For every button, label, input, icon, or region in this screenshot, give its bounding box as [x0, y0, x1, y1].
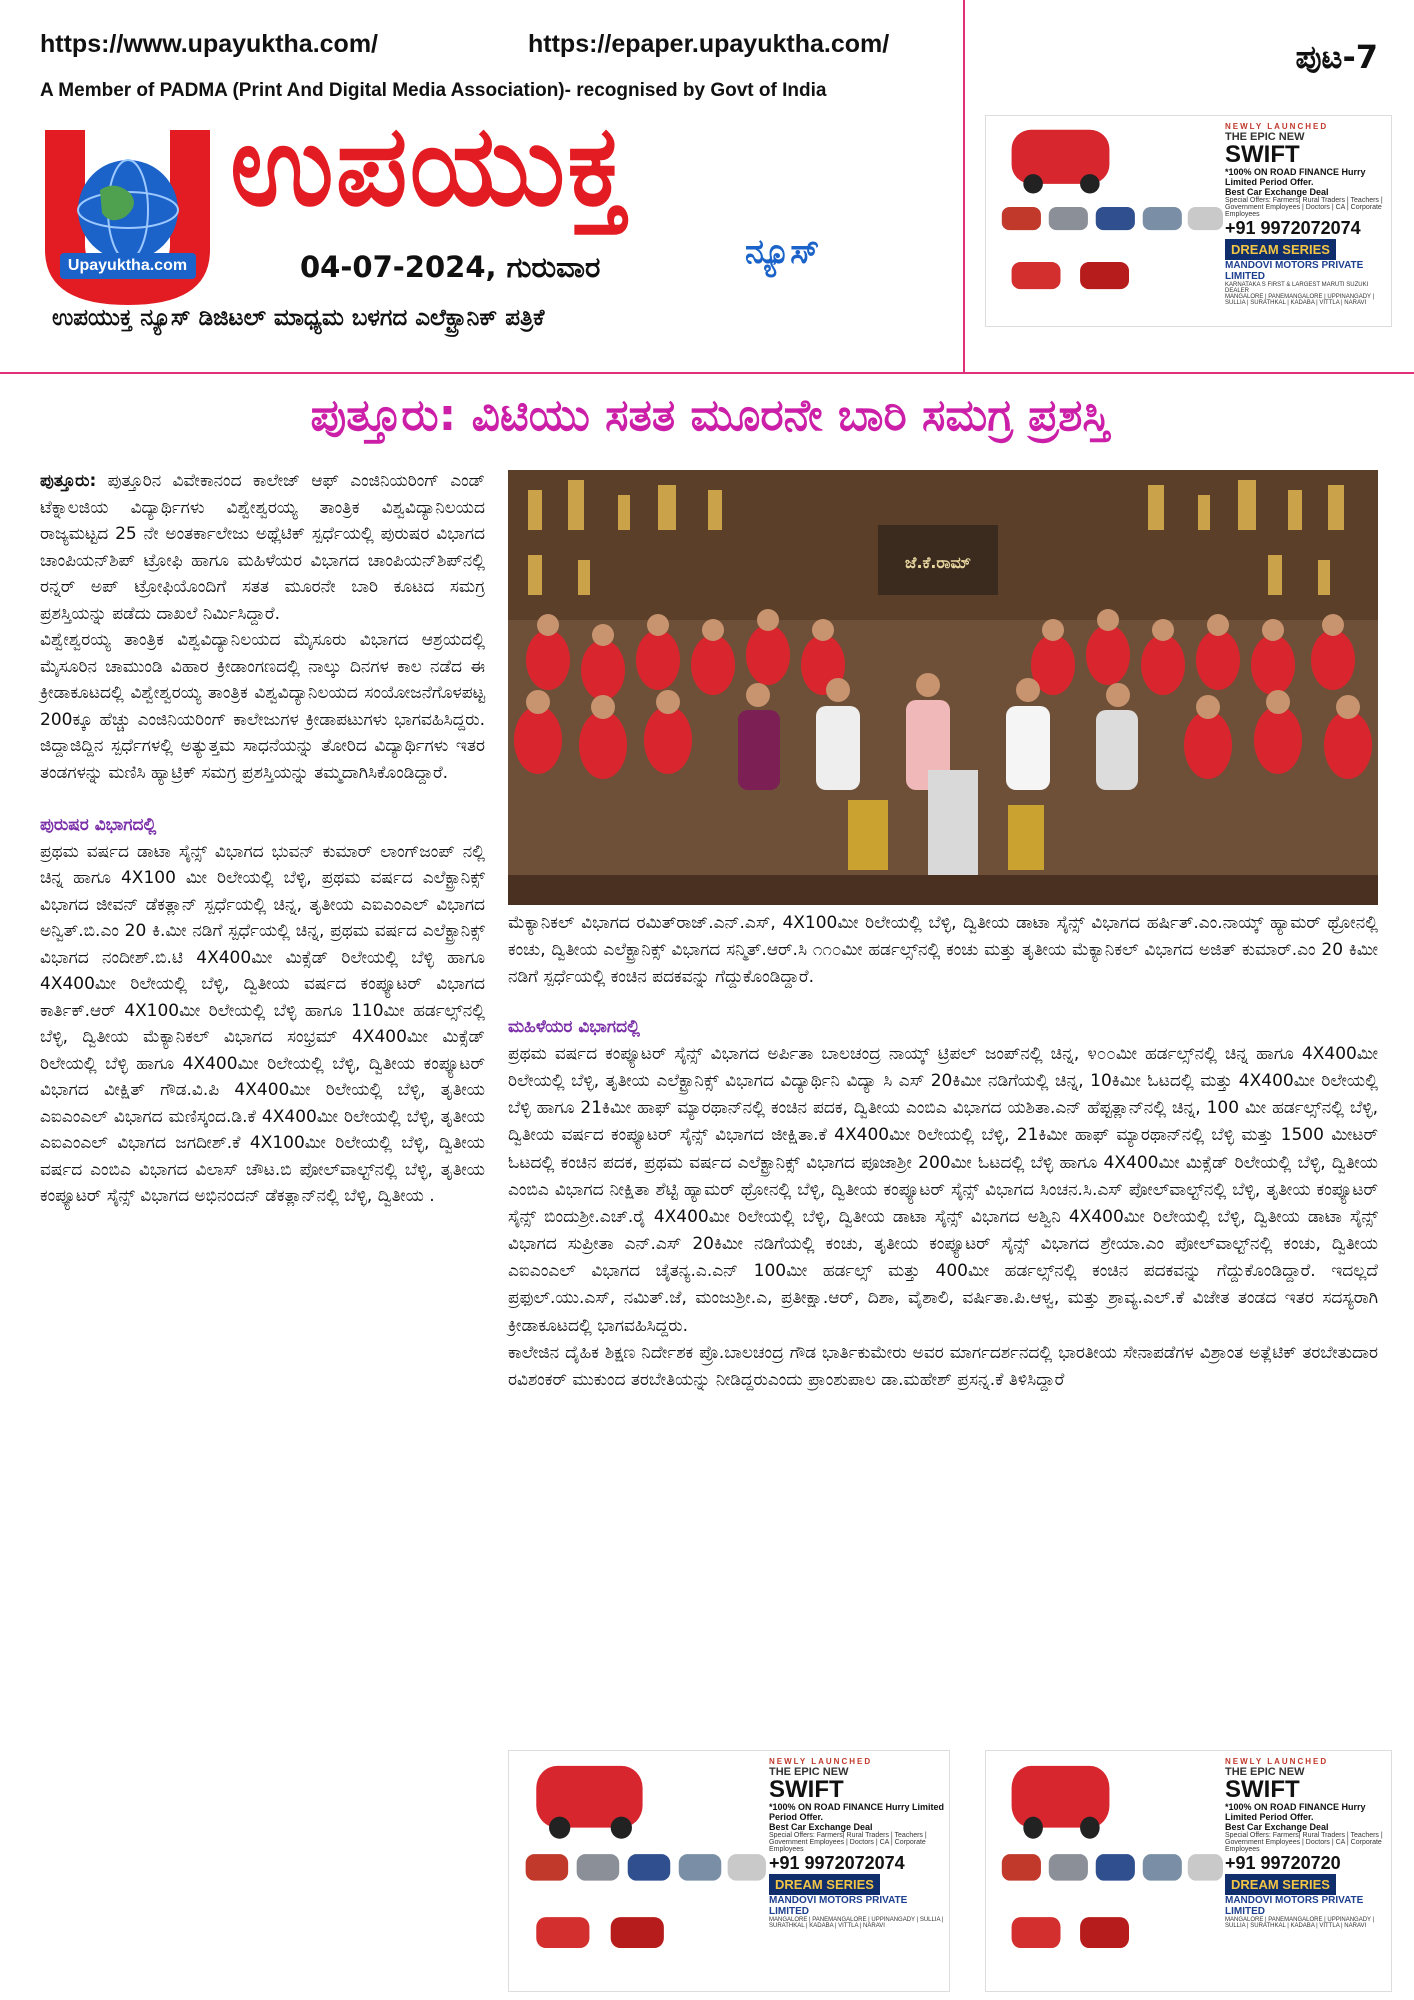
- masthead-tagline: ಉಪಯುಕ್ತ ನ್ಯೂಸ್ ಡಿಜಿಟಲ್ ಮಾಧ್ಯಮ ಬಳಗದ ಎಲೆಕ್ಟ್ರಾನಿಕ್ ಪತ್ರಿಕೆ: [52, 305, 545, 331]
- men-section-heading: ಪುರುಷರ ವಿಭಾಗದಲ್ಲಿ: [40, 815, 157, 836]
- women-section-text: ಪ್ರಥಮ ವರ್ಷದ ಕಂಪ್ಯೂಟರ್ ಸೈನ್ಸ್ ವಿಭಾಗದ ಅರ್ಪಿತಾ ಬಾಲಚಂದ್ರ ನಾಯ್ಕ್ ಟ್ರಿಪಲ್ ಜಂಪ್‌ನಲ್ಲಿ ಚಿನ್ನ, ೪೦೦ಮೀ ಹರ್ಡಲ್ಸ್‌ನಲ್ಲಿ ಚಿನ್ನ ಹಾಗೂ 4X400ಮೀ ರಿಲೇಯಲ್ಲಿ ಬೆಳ್ಳಿ, ತೃತೀಯ ಎಲೆಕ್ಟ್ರಾನಿಕ್ಸ್ ವಿಭಾಗದ ವಿದ್ಯಾರ್ಥಿನಿ ವಿದ್ಯಾ ಸಿ ಎಸ್ 20ಕಿಮೀ ನಡಿಗೆಯಲ್ಲಿ ಚಿನ್ನ, 10ಕಿಮೀ ಓಟದಲ್ಲಿ ಮತ್ತು 4X400ಮೀ ರಿಲೇಯಲ್ಲಿ ಬೆಳ್ಳಿ ಹಾಗೂ 21ಕಿಮೀ ಹಾಫ್ ಮ್ಯಾರಥಾನ್‌ನಲ್ಲಿ ಕಂಚಿನ ಪದಕ, ದ್ವಿತೀಯ ಎಂಬಿಎ ವಿಭಾಗದ ಯಶಿತಾ.ಎನ್ ಹೆಪ್ಟತ್ಲಾನ್‌ನಲ್ಲಿ ಚಿನ್ನ, 100 ಮೀ ಹರ್ಡಲ್ಸ್‌ನಲ್ಲಿ ಬೆಳ್ಳಿ, ದ್ವಿತೀಯ ವರ್ಷದ ಕಂಪ್ಯೂಟರ್ ಸೈನ್ಸ್ ವಿಭಾಗದ ಜೀಕ್ಷಿತಾ.ಕೆ 4X400ಮೀ ರಿಲೇಯಲ್ಲಿ ಬೆಳ್ಳಿ, 21ಕಿಮೀ ಹಾಫ್ ಮ್ಯಾರಥಾನ್‌ನಲ್ಲಿ ಬೆಳ್ಳಿ ಮತ್ತು 1500 ಮೀಟರ್ ಓಟದಲ್ಲಿ ಕಂಚಿನ ಪದಕ, ಪ್ರಥಮ ವರ್ಷದ ಎಲೆಕ್ಟ್ರಾನಿಕ್ಸ್ ವಿಭಾಗದ ಪೂಜಾಶ್ರೀ 200ಮೀ ಓಟದಲ್ಲಿ ಬೆಳ್ಳಿ ಹಾಗೂ 4X400ಮೀ ಮಿಕ್ಸೆಡ್ ರಿಲೇಯಲ್ಲಿ ಬೆಳ್ಳಿ, ದ್ವಿತೀಯ ಎಂಬಿಎ ವಿಭಾಗದ ನೀಕ್ಷಿತಾ ಶೆಟ್ಟಿ ಹ್ಯಾಮರ್ ಥ್ರೋನಲ್ಲಿ ಬೆಳ್ಳಿ, ದ್ವಿತೀಯ ಕಂಪ್ಯೂಟರ್ ಸೈನ್ಸ್ ವಿಭಾಗದ ಸಿಂಚನ.ಸಿ.ಎಸ್ ಪೋಲ್‌ವಾಲ್ಟ್‌ನಲ್ಲಿ ಬೆಳ್ಳಿ, ತೃತೀಯ ಕಂಪ್ಯೂಟರ್ ಸೈನ್ಸ್ ಬಿಂದುಶ್ರೀ.ಎಚ್.ರೈ 4X400ಮೀ ರಿಲೇಯಲ್ಲಿ ಬೆಳ್ಳಿ, ದ್ವಿತೀಯ ಡಾಟಾ ಸೈನ್ಸ್ ವಿಭಾಗದ ಅಶ್ವಿನಿ 4X400ಮೀ ರಿಲೇಯಲ್ಲಿ ಬೆಳ್ಳಿ, ದ್ವಿತೀಯ ಡಾಟಾ ಸೈನ್ಸ್ ವಿಭಾಗದ ಸುಪ್ರೀತಾ ಎನ್.ಎಸ್ 20ಕಿಮೀ ನಡಿಗೆಯಲ್ಲಿ ಕಂಚು, ತೃತೀಯ ಕಂಪ್ಯೂಟರ್ ಸೈನ್ಸ್ ವಿಭಾಗದ ಶ್ರೇಯಾ.ಎಂ ಪೋಲ್‌ವಾಲ್ಟ್‌ನಲ್ಲಿ ಕಂಚು, ದ್ವಿತೀಯ ಎಐಎಂಎಲ್ ವಿಭಾಗದ ಚೈತನ್ಯ.ಎ.ಎನ್ 100ಮೀ ಹರ್ಡಲ್ಸ್ ಮತ್ತು 400ಮೀ ಹರ್ಡಲ್ಸ್‌ನಲ್ಲಿ ಕಂಚಿನ ಪದಕವನ್ನು ಗೆದ್ದುಕೊಂಡಿದ್ದಾರೆ. ಇದಲ್ಲದೆ ಪ್ರಫುಲ್.ಯು.ಎಸ್, ನಮಿತ್.ಜೆ, ಮಂಜುಶ್ರೀ.ಎ, ಪ್ರತೀಕ್ಷಾ.ಆರ್, ದಿಶಾ, ವೈಶಾಲಿ, ವರ್ಷಿತಾ.ಪಿ.ಆಳ್ವ, ಮತ್ತು ಶ್ರಾವ್ಯ.ಎಲ್.ಕೆ ವಿಜೇತ ತಂಡದ ಇತರ ಸದಸ್ಯರಾಗಿ ಕ್ರೀಡಾಕೂಟದಲ್ಲಿ ಭಾಗವಹಿಸಿದ್ದರು.: [508, 1043, 1378, 1336]
- ad-towns: MANGALORE | PANEMANGALORE | UPPINANGADY | SULLIA | SURATHKAL | KADABA | VITTLA | NARAVI: [769, 1917, 944, 1929]
- ad-epic: THE EPIC NEW: [1225, 131, 1305, 143]
- ad-phone[interactable]: +91 9972072074: [1225, 218, 1361, 238]
- car-images: [992, 1757, 1227, 1978]
- ad-towns: MANGALORE | PANEMANGALORE | UPPINANGADY | SULLIA | SURATHKAL | KADABA | VITTLA | NARAVI: [1225, 294, 1375, 306]
- ad-newly-launched: NEWLY LAUNCHED: [1225, 122, 1329, 131]
- dateline: ಪುತ್ತೂರು:: [40, 471, 97, 491]
- ad-exchange: Best Car Exchange Deal: [1225, 1822, 1329, 1832]
- ad-phone[interactable]: +91 99720720: [1225, 1853, 1341, 1873]
- website-url[interactable]: https://www.upayuktha.com/: [40, 30, 378, 58]
- bottom-car-ad-right[interactable]: [985, 1750, 1392, 1992]
- header-rule: [0, 372, 1414, 374]
- ad-towns: MANGALORE | PANEMANGALORE | UPPINANGADY | SULLIA | SURATHKAL | KADABA | VITTLA | NARAVI: [1225, 1917, 1375, 1929]
- logo-badge-text: Upayuktha.com: [67, 257, 188, 274]
- ad-promo: [769, 1757, 945, 1978]
- ad-epic: THE EPIC NEW: [1225, 1766, 1305, 1778]
- header-divider: [963, 0, 965, 372]
- ad-offers: Special Offers: Farmers| Rural Traders | Teachers | Government Employees | Doctors | CA | Corporate Employees: [769, 1832, 927, 1853]
- membership-line: A Member of PADMA (Print And Digital Media Association)- recognised by Govt of India: [40, 80, 827, 101]
- closing-paragraph: ಕಾಲೇಜಿನ ದೈಹಿಕ ಶಿಕ್ಷಣ ನಿರ್ದೇಶಕ ಪ್ರೊ.ಬಾಲಚಂದ್ರ ಗೌಡ ಭಾರ್ತಿಕುಮೇರು ಅವರ ಮಾರ್ಗದರ್ಶನದಲ್ಲಿ ಭಾರತೀಯ ಸೇನಾಪಡೆಗಳ ವಿಶ್ರಾಂತ ಅತ್ಲೆಟಿಕ್ ತರಬೇತುದಾರ ರವಿಶಂಕರ್ ಮುಕುಂದ ತರಬೇತಿಯನ್ನು ನೀಡಿದ್ದರುಎಂದು ಪ್ರಾಂಶುಪಾಲ ಡಾ.ಮಹೇಶ್ ಪ್ರಸನ್ನ.ಕೆ ತಿಳಿಸಿದ್ದಾರೆ: [508, 1342, 1378, 1390]
- ad-dealer: MANDOVI MOTORS PRIVATE LIMITED: [1225, 260, 1364, 282]
- ad-finance: *100% ON ROAD FINANCE Hurry Limited Period Offer.: [1225, 1802, 1366, 1822]
- issue-date: 04-07-2024, ಗುರುವಾರ: [300, 250, 601, 284]
- car-images: [515, 1757, 770, 1978]
- ad-offers: Special Offers: Farmers| Rural Traders | Teachers | Government Employees | Doctors | CA | Corporate Employees: [1225, 197, 1383, 218]
- ad-epic: THE EPIC NEW: [769, 1766, 849, 1778]
- ad-newly-launched: NEWLY LAUNCHED: [769, 1757, 873, 1766]
- ad-dealer: MANDOVI MOTORS PRIVATE LIMITED: [769, 1895, 908, 1917]
- bottom-car-ad-left[interactable]: [508, 1750, 950, 1992]
- paragraph-event: ವಿಶ್ವೇಶ್ವರಯ್ಯ ತಾಂತ್ರಿಕ ವಿಶ್ವವಿದ್ಯಾನಿಲಯದ ಮೈಸೂರು ವಿಭಾಗದ ಆಶ್ರಯದಲ್ಲಿ ಮೈಸೂರಿನ ಚಾಮುಂಡಿ ವಿಹಾರ ಕ್ರೀಡಾಂಗಣದಲ್ಲಿ ನಾಲ್ಕು ದಿನಗಳ ಕಾಲ ನಡೆದ ಈ ಕ್ರೀಡಾಕೂಟದಲ್ಲಿ ವಿಶ್ವೇಶ್ವರಯ್ಯ ತಾಂತ್ರಿಕ ವಿಶ್ವವಿದ್ಯಾನಿಲಯದ ಸಂಯೋಜನೆಗೊಳಪಟ್ಟ 200ಕ್ಕೂ ಹೆಚ್ಚು ಎಂಜಿನಿಯರಿಂಗ್ ಕಾಲೇಜುಗಳ ಕ್ರೀಡಾಪಟುಗಳು ಭಾಗವಹಿಸಿದ್ದರು. ಜಿದ್ದಾಜಿದ್ದಿನ ಸ್ಪರ್ಧೆಗಳಲ್ಲಿ ಅತ್ಯುತ್ತಮ ಸಾಧನೆಯನ್ನು ತೋರಿದ ವಿದ್ಯಾರ್ಥಿಗಳು ಇತರ ತಂಡಗಳನ್ನು ಮಣಿಸಿ ಹ್ಯಾಟ್ರಿಕ್ ಸಮಗ್ರ ಪ್ರಶಸ್ತಿಯನ್ನು ತಮ್ಮದಾಗಿಸಿಕೊಂಡಿದ್ದಾರೆ.: [40, 630, 485, 783]
- page-number: ಪುಟ-7: [1295, 38, 1378, 76]
- masthead-subtitle: ನ್ಯೂಸ್: [745, 232, 820, 272]
- intro-text: ಪುತ್ತೂರಿನ ವಿವೇಕಾನಂದ ಕಾಲೇಜ್ ಆಫ್ ಎಂಜಿನಿಯರಿಂಗ್ ಎಂಡ್ ಟೆಕ್ನಾಲಜಿಯ ವಿದ್ಯಾರ್ಥಿಗಳು ವಿಶ್ವೇಶ್ವರಯ್ಯ ತಾಂತ್ರಿಕ ವಿಶ್ವವಿದ್ಯಾನಿಲಯದ ರಾಜ್ಯಮಟ್ಟದ 25 ನೇ ಅಂತರ್ಕಾಲೇಜು ಅಥ್ಲೆಟಿಕ್ ಸ್ಪರ್ಧೆಯಲ್ಲಿ ಪುರುಷರ ವಿಭಾಗದ ಚಾಂಪಿಯನ್‌ಶಿಪ್ ಟ್ರೋಫಿ ಹಾಗೂ ಮಹಿಳೆಯರ ವಿಭಾಗದ ಚಾಂಪಿಯನ್‌ಶಿಪ್‌ನಲ್ಲಿ ರನ್ನರ್ ಅಪ್ ಟ್ರೋಫಿಯೊಂದಿಗೆ ಸತತ ಮೂರನೇ ಬಾರಿ ಕೂಟದ ಸಮಗ್ರ ಪ್ರಶಸ್ತಿಯನ್ನು ಪಡೆದು ದಾಖಲೆ ನಿರ್ಮಿಸಿದ್ದಾರೆ.: [40, 471, 486, 624]
- top-car-ad[interactable]: [985, 115, 1392, 327]
- ad-dream-series: DREAM SERIES: [1225, 1874, 1336, 1895]
- photo-name-sign: ಜೆ.ಕೆ.ರಾಮ್: [905, 553, 971, 572]
- ad-dream-series: DREAM SERIES: [1225, 239, 1336, 260]
- ad-exchange: Best Car Exchange Deal: [1225, 187, 1329, 197]
- ad-dream-series: DREAM SERIES: [769, 1874, 880, 1895]
- epaper-url[interactable]: https://epaper.upayuktha.com/: [528, 30, 890, 58]
- ad-finance: *100% ON ROAD FINANCE Hurry Limited Period Offer.: [769, 1802, 945, 1822]
- article-headline: ಪುತ್ತೂರು: ವಿಟಿಯು ಸತತ ಮೂರನೇ ಬಾರಿ ಸಮಗ್ರ ಪ್ರಶಸ್ತಿ: [310, 390, 1110, 441]
- ad-model: SWIFT: [1225, 1776, 1300, 1803]
- ad-dealer: MANDOVI MOTORS PRIVATE LIMITED: [1225, 1895, 1364, 1917]
- paragraph-intro: [40, 468, 485, 627]
- car-images: [992, 122, 1227, 315]
- team-photo: [508, 470, 1378, 905]
- ad-finance: *100% ON ROAD FINANCE Hurry Limited Period Offer.: [1225, 167, 1366, 187]
- logo-mark: [40, 125, 215, 310]
- ad-exchange: Best Car Exchange Deal: [769, 1822, 873, 1832]
- ad-model: SWIFT: [769, 1776, 844, 1803]
- ad-promo: [1225, 122, 1387, 315]
- article-left-column: [40, 468, 485, 1210]
- ad-dealer-sub: KARNATAKA S FIRST & LARGEST MARUTI SUZUKI DEALER: [1225, 282, 1369, 294]
- men-section-text: ಪ್ರಥಮ ವರ್ಷದ ಡಾಟಾ ಸೈನ್ಸ್ ವಿಭಾಗದ ಭುವನ್ ಕುಮಾರ್ ಲಾಂಗ್‌ಜಂಪ್ ನಲ್ಲಿ ಚಿನ್ನ ಹಾಗೂ 4X100 ಮೀ ರಿಲೇಯಲ್ಲಿ ಬೆಳ್ಳಿ, ಪ್ರಥಮ ವರ್ಷದ ಎಲೆಕ್ಟ್ರಾನಿಕ್ಸ್ ವಿಭಾಗದ ಜೀವನ್ ಡೆಕತ್ಲಾನ್ ಸ್ಪರ್ಧೆಯಲ್ಲಿ ಚಿನ್ನ, ತೃತೀಯ ಎಐಎಂಎಲ್ ವಿಭಾಗದ ಅನ್ವಿತ್.ಬಿ.ಎಂ 20 ಕಿ.ಮೀ ನಡಿಗೆ ಸ್ಪರ್ಧೆಯಲ್ಲಿ ಚಿನ್ನ, ಪ್ರಥಮ ವರ್ಷದ ಎಲೆಕ್ಟ್ರಾನಿಕ್ಸ್ ವಿಭಾಗದ ನಂದೀಶ್.ಬಿ.ಟಿ 4X400ಮೀ ಮಿಕ್ಸೆಡ್ ರಿಲೇಯಲ್ಲಿ ಬೆಳ್ಳಿ ಹಾಗೂ 4X400ಮೀ ರಿಲೇಯಲ್ಲಿ ಬೆಳ್ಳಿ, ದ್ವಿತೀಯ ವರ್ಷದ ಕಂಪ್ಯೂಟರ್ ವಿಭಾಗದ ಕಾರ್ತಿಕ್.ಆರ್ 4X100ಮೀ ರಿಲೇಯಲ್ಲಿ ಬೆಳ್ಳಿ ಹಾಗೂ 110ಮೀ ಹರ್ಡಲ್ಸ್‌ನಲ್ಲಿ ಬೆಳ್ಳಿ, ದ್ವಿತೀಯ ಮೆಕ್ಯಾನಿಕಲ್ ವಿಭಾಗದ ಸಂಭ್ರಮ್ 4X400ಮೀ ಮಿಕ್ಸೆಡ್ ರಿಲೇಯಲ್ಲಿ ಬೆಳ್ಳಿ ಹಾಗೂ 4X400ಮೀ ರಿಲೇಯಲ್ಲಿ ಬೆಳ್ಳಿ, ದ್ವಿತೀಯ ಕಂಪ್ಯೂಟರ್ ವಿಭಾಗದ ವೀಕ್ಷಿತ್ ಗೌಡ.ವಿ.ಪಿ 4X400ಮೀ ರಿಲೇಯಲ್ಲಿ ಬೆಳ್ಳಿ, ತೃತೀಯ ಎಐಎಂಎಲ್ ವಿಭಾಗದ ಮಣಿಸ್ಕಂದ.ಡಿ.ಕೆ 4X400ಮೀ ರಿಲೇಯಲ್ಲಿ ಬೆಳ್ಳಿ, ತೃತೀಯ ಎಐಎಂಎಲ್ ವಿಭಾಗದ ಜಗದೀಶ್.ಕೆ 4X100ಮೀ ರಿಲೇಯಲ್ಲಿ ಬೆಳ್ಳಿ, ದ್ವಿತೀಯ ವರ್ಷದ ಎಂಬಿಎ ವಿಭಾಗದ ವಿಲಾಸ್ ಚೌಟ.ಬಿ ಪೋಲ್‌ವಾಲ್ಟ್‌ನಲ್ಲಿ ಬೆಳ್ಳಿ, ತೃತೀಯ ಕಂಪ್ಯೂಟರ್ ಸೈನ್ಸ್ ವಿಭಾಗದ ಅಭಿನಂದನ್ ಡೆಕತ್ಲಾನ್‌ನಲ್ಲಿ ಬೆಳ್ಳಿ, ದ್ವಿತೀಯ .: [40, 841, 485, 1207]
- ad-model: SWIFT: [1225, 141, 1300, 168]
- article-right-column: [508, 910, 1378, 1394]
- ad-newly-launched: NEWLY LAUNCHED: [1225, 1757, 1329, 1766]
- ad-promo: [1225, 1757, 1387, 1978]
- masthead-title: ಉಪಯುಕ್ತ: [230, 101, 629, 231]
- men-section-continued: ಮೆಕ್ಯಾನಿಕಲ್ ವಿಭಾಗದ ರಮಿತ್‌ರಾಜ್.ಎನ್.ಎಸ್, 4X100ಮೀ ರಿಲೇಯಲ್ಲಿ ಬೆಳ್ಳಿ, ದ್ವಿತೀಯ ಡಾಟಾ ಸೈನ್ಸ್ ವಿಭಾಗದ ಹರ್ಷಿತ್.ಎಂ.ನಾಯ್ಕ್ ಹ್ಯಾಮರ್ ಥ್ರೋನಲ್ಲಿ ಕಂಚು, ದ್ವಿತೀಯ ಎಲೆಕ್ಟ್ರಾನಿಕ್ಸ್ ವಿಭಾಗದ ಸನ್ಮಿತ್.ಆರ್.ಸಿ ೧೧೦ಮೀ ಹರ್ಡಲ್ಸ್‌ನಲ್ಲಿ ಕಂಚು ಮತ್ತು ತೃತೀಯ ಮೆಕ್ಯಾನಿಕಲ್ ವಿಭಾಗದ ಅಜಿತ್ ಕುಮಾರ್.ಎಂ 20 ಕಿಮೀ ನಡಿಗೆ ಸ್ಪರ್ಧೆಯಲ್ಲಿ ಕಂಚಿನ ಪದಕವನ್ನು ಗೆದ್ದುಕೊಂಡಿದ್ದಾರೆ.: [508, 913, 1378, 988]
- women-section-heading: ಮಹಿಳೆಯರ ವಿಭಾಗದಲ್ಲಿ: [508, 1016, 640, 1037]
- ad-phone[interactable]: +91 9972072074: [769, 1853, 905, 1873]
- ad-offers: Special Offers: Farmers| Rural Traders | Teachers | Government Employees | Doctors | CA | Corporate Employees: [1225, 1832, 1383, 1853]
